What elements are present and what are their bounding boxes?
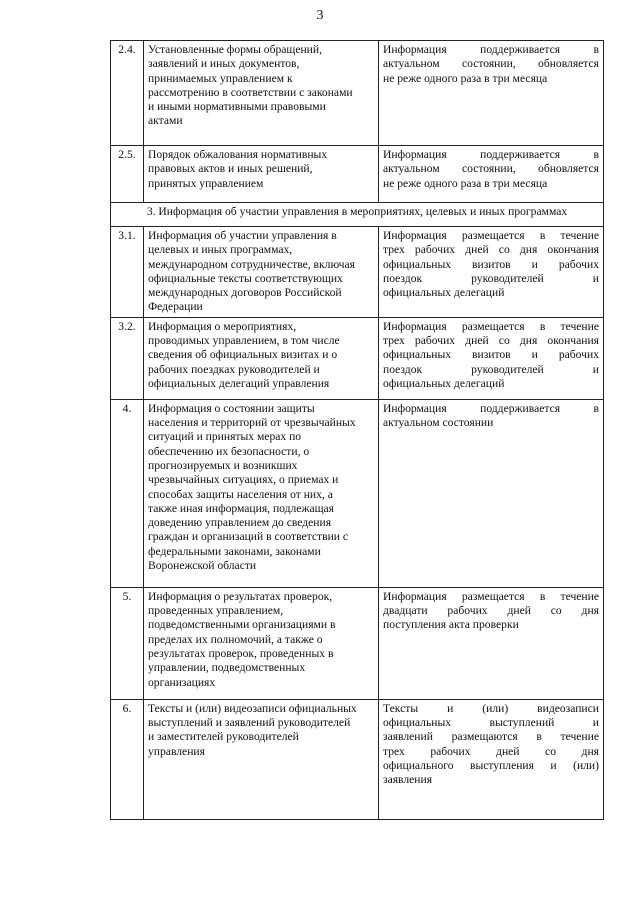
update-rule-line: трех рабочих дней со дня (383, 744, 599, 758)
description-line: прогнозируемых и возникших (148, 458, 298, 472)
item-description (144, 227, 379, 318)
update-rule-line: Информация размещается в течение (383, 229, 599, 242)
update-rule-line: Информация поддерживается в (383, 43, 599, 56)
description-line: Порядок обжалования нормативных (148, 148, 328, 161)
table-row (111, 41, 604, 146)
description-line: Установленные формы обращений, (148, 43, 322, 56)
section-header-row (111, 203, 604, 227)
description-line: граждан и организаций в соответствии с (148, 530, 349, 544)
description-line: актами (148, 114, 183, 128)
description-line: ситуаций и принятых мерах по (148, 430, 302, 444)
update-rule-line: Информация поддерживается в (383, 401, 599, 415)
section-title: 3. Информация об участии управления в мероприятиях, целевых и иных программах (111, 203, 604, 227)
item-number: 3.1. (111, 227, 144, 318)
description-line: управлении, подведомственных (148, 661, 306, 675)
description-line: пределах их полномочий, а также о (148, 632, 323, 646)
update-rule-line: двадцати рабочих дней со дня (383, 604, 599, 618)
description-line: результатах проверок, проведенных в (148, 646, 334, 660)
update-rule-line: поездок руководителей и (383, 362, 599, 376)
table-row (111, 699, 604, 819)
description-line: рассмотрению в соответствии с законами (148, 85, 353, 99)
item-update-rule (379, 587, 604, 699)
update-rule-line: Информация поддерживается в (383, 148, 599, 161)
update-rule-line: поездок руководителей и (383, 271, 599, 285)
description-line: рабочих поездках руководителей и (148, 362, 320, 376)
description-line: принятых управлением (148, 176, 264, 190)
description-line: Воронежской области (148, 559, 257, 573)
description-line: международном сотрудничестве, включая (148, 257, 355, 271)
description-line: официальные тексты соответствующих (148, 271, 343, 285)
description-line: Информация о мероприятиях, (148, 319, 297, 333)
update-rule-line: Информация размещается в течение (383, 319, 599, 333)
description-line: международных договоров Российской (148, 286, 342, 300)
item-description (144, 317, 379, 399)
update-rule-line: заявления (383, 773, 433, 787)
item-number: 5. (111, 587, 144, 699)
update-rule-line: официальных делегаций (383, 286, 505, 300)
description-line: также иная информация, подлежащая (148, 501, 335, 515)
update-rule-line: трех рабочих дней со дня окончания (383, 334, 599, 348)
update-rule-line: официальных визитов и рабочих (383, 257, 599, 271)
update-rule-line: не реже одного раза в три месяца (383, 71, 548, 85)
description-line: официальных делегаций управления (148, 376, 330, 390)
description-line: и заместителей руководителей (148, 730, 299, 744)
description-line: заявлений и иных документов, (148, 57, 300, 71)
description-line: населения и территорий от чрезвычайных (148, 416, 356, 430)
update-rule-line: официальных визитов и рабочих (383, 348, 599, 362)
description-line: чрезвычайных ситуациях, о приемах и (148, 473, 339, 487)
item-description (144, 699, 379, 819)
description-line: правовых актов и иных решений, (148, 162, 313, 176)
description-line: проводимых управлением, в том числе (148, 334, 340, 348)
item-update-rule (379, 317, 604, 399)
description-line: Информация о результатах проверок, (148, 589, 333, 603)
update-rule-line: заявлений размещаются в течение (383, 730, 599, 744)
item-description (144, 146, 379, 203)
item-update-rule (379, 399, 604, 587)
description-line: управления (148, 744, 205, 758)
document-table (110, 40, 604, 820)
item-number: 6. (111, 699, 144, 819)
table-row (111, 317, 604, 399)
description-line: Федерации (148, 300, 203, 314)
update-rule-line: актуальном состоянии, обновляется (383, 57, 599, 71)
update-rule-line: актуальном состоянии, обновляется (383, 162, 599, 176)
page-number: 3 (316, 8, 324, 23)
description-line: выступлений и заявлений руководителей (148, 716, 351, 730)
description-line: подведомственными организациями в (148, 618, 336, 632)
item-update-rule (379, 146, 604, 203)
update-rule-line: трех рабочих дней со дня окончания (383, 243, 599, 257)
description-line: способах защиты населения от них, а (148, 487, 333, 501)
update-rule-line: поступления акта проверки (383, 618, 519, 632)
description-line: федеральными законами, законами (148, 544, 321, 558)
description-line: организациях (148, 675, 216, 689)
item-update-rule (379, 41, 604, 146)
description-line: обеспечению их безопасности, о (148, 444, 310, 458)
description-line: доведению управлением до сведения (148, 516, 332, 530)
table-row (111, 399, 604, 587)
description-line: Тексты и (или) видеозаписи официальных (148, 701, 357, 715)
update-rule-line: официальных выступлений и (383, 716, 599, 730)
item-description (144, 399, 379, 587)
description-line: целевых и иных программах, (148, 243, 293, 257)
table-row (111, 146, 604, 203)
item-number: 2.4. (111, 41, 144, 146)
item-number: 4. (111, 399, 144, 587)
item-description (144, 587, 379, 699)
update-rule-line: актуальном состоянии (383, 416, 494, 430)
update-rule-line: не реже одного раза в три месяца (383, 176, 548, 190)
description-line: и иными нормативными правовыми (148, 100, 326, 114)
description-line: сведения об официальных визитах и о (148, 348, 338, 362)
table-row (111, 587, 604, 699)
description-line: Информация об участии управления в (148, 229, 337, 242)
update-rule-line: официального выступления и (или) (383, 758, 599, 772)
description-line: принимаемых управлением к (148, 71, 293, 85)
table-row (111, 227, 604, 318)
item-update-rule (379, 699, 604, 819)
description-line: проведенных управлением, (148, 604, 284, 618)
update-rule-line: Тексты и (или) видеозаписи (383, 701, 599, 715)
item-update-rule (379, 227, 604, 318)
item-description (144, 41, 379, 146)
update-rule-line: Информация размещается в течение (383, 589, 599, 603)
update-rule-line: официальных делегаций (383, 376, 505, 390)
item-number: 3.2. (111, 317, 144, 399)
item-number: 2.5. (111, 146, 144, 203)
description-line: Информация о состоянии защиты (148, 401, 315, 415)
